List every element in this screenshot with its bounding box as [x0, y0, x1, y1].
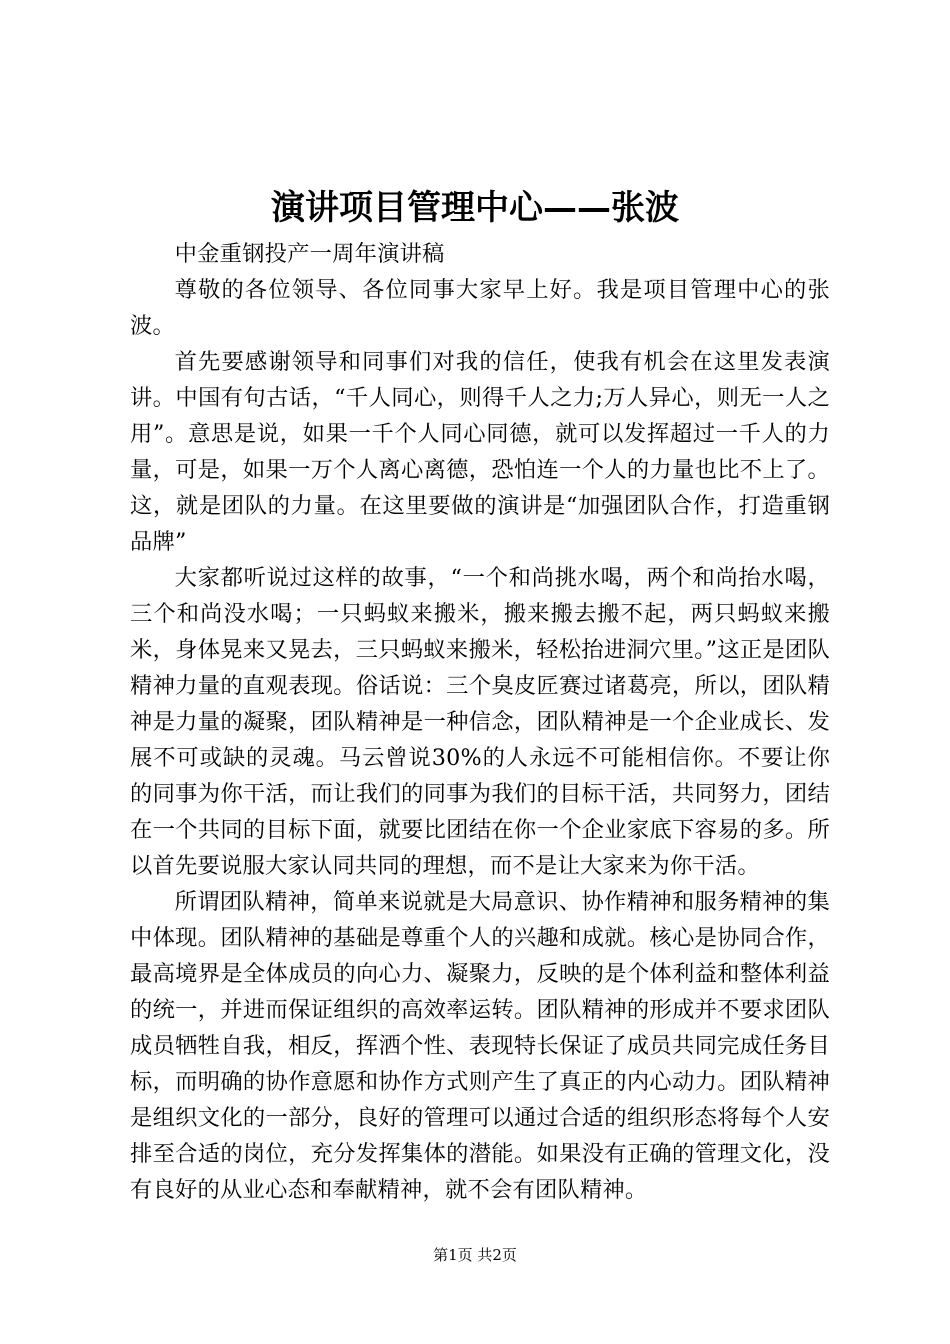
body-paragraph: 所谓团队精神，简单来说就是大局意识、协作精神和服务精神的集中体现。团队精神的基础是尊重个人的兴趣和成就。核心是协同合作，最高境界是全体成员的向心力、凝聚力，反映的是个体利益和整体利益的统一，并进而保证组织的高效率运转。团队精神的形成并不要求团队成员牺牲自我，相反，挥洒个性、表现特长保证了成员共同完成任务目标，而明确的协作意愿和协作方式则产生了真正的内心动力。团队精神是组织文化的一部分，良好的管理可以通过合适的组织形态将每个人安排至合适的岗位，充分发挥集体的潜能。如果没有正确的管理文化，没有良好的从业心态和奉献精神，就不会有团队精神。	[130, 889, 830, 1203]
document-body	[130, 236, 830, 1208]
subtitle-paragraph: 中金重钢投产一周年演讲稿	[174, 241, 445, 267]
body-paragraph: 大家都听说过这样的故事，“一个和尚挑水喝，两个和尚抬水喝，三个和尚没水喝；一只蚂蚁来搬米，搬来搬去搬不起，两只蚂蚁来搬米，身体晃来又晃去，三只蚂蚁来搬米，轻松抬进洞穴里。”这正是团队精神力量的直观表现。俗话说：三个臭皮匠赛过诸葛亮，所以，团队精神是力量的凝聚，团队精神是一种信念，团队精神是一个企业成长、发展不可或缺的灵魂。马云曾说30%的人永远不可能相信你。不要让你的同事为你干活，而让我们的同事为我们的目标干活，共同努力，团结在一个共同的目标下面，就要比团结在你一个企业家底下容易的多。所以首先要说服大家认同共同的理想，而不是让大家来为你干活。	[130, 565, 830, 879]
body-paragraph: 尊敬的各位领导、各位同事大家早上好。我是项目管理中心的张波。	[130, 277, 830, 339]
page-footer: 第1页 共2页	[433, 1246, 517, 1264]
body-paragraph: 首先要感谢领导和同事们对我的信任，使我有机会在这里发表演讲。中国有句古话，“千人同心，则得千人之力;万人异心，则无一人之用”。意思是说，如果一千个人同心同德，就可以发挥超过一千人的力量，可是，如果一万个人离心离德，恐怕连一个人的力量也比不上了。这，就是团队的力量。在这里要做的演讲是“加强团队合作，打造重钢品牌”	[130, 349, 830, 555]
document-title: 演讲项目管理中心——张波	[271, 188, 679, 228]
